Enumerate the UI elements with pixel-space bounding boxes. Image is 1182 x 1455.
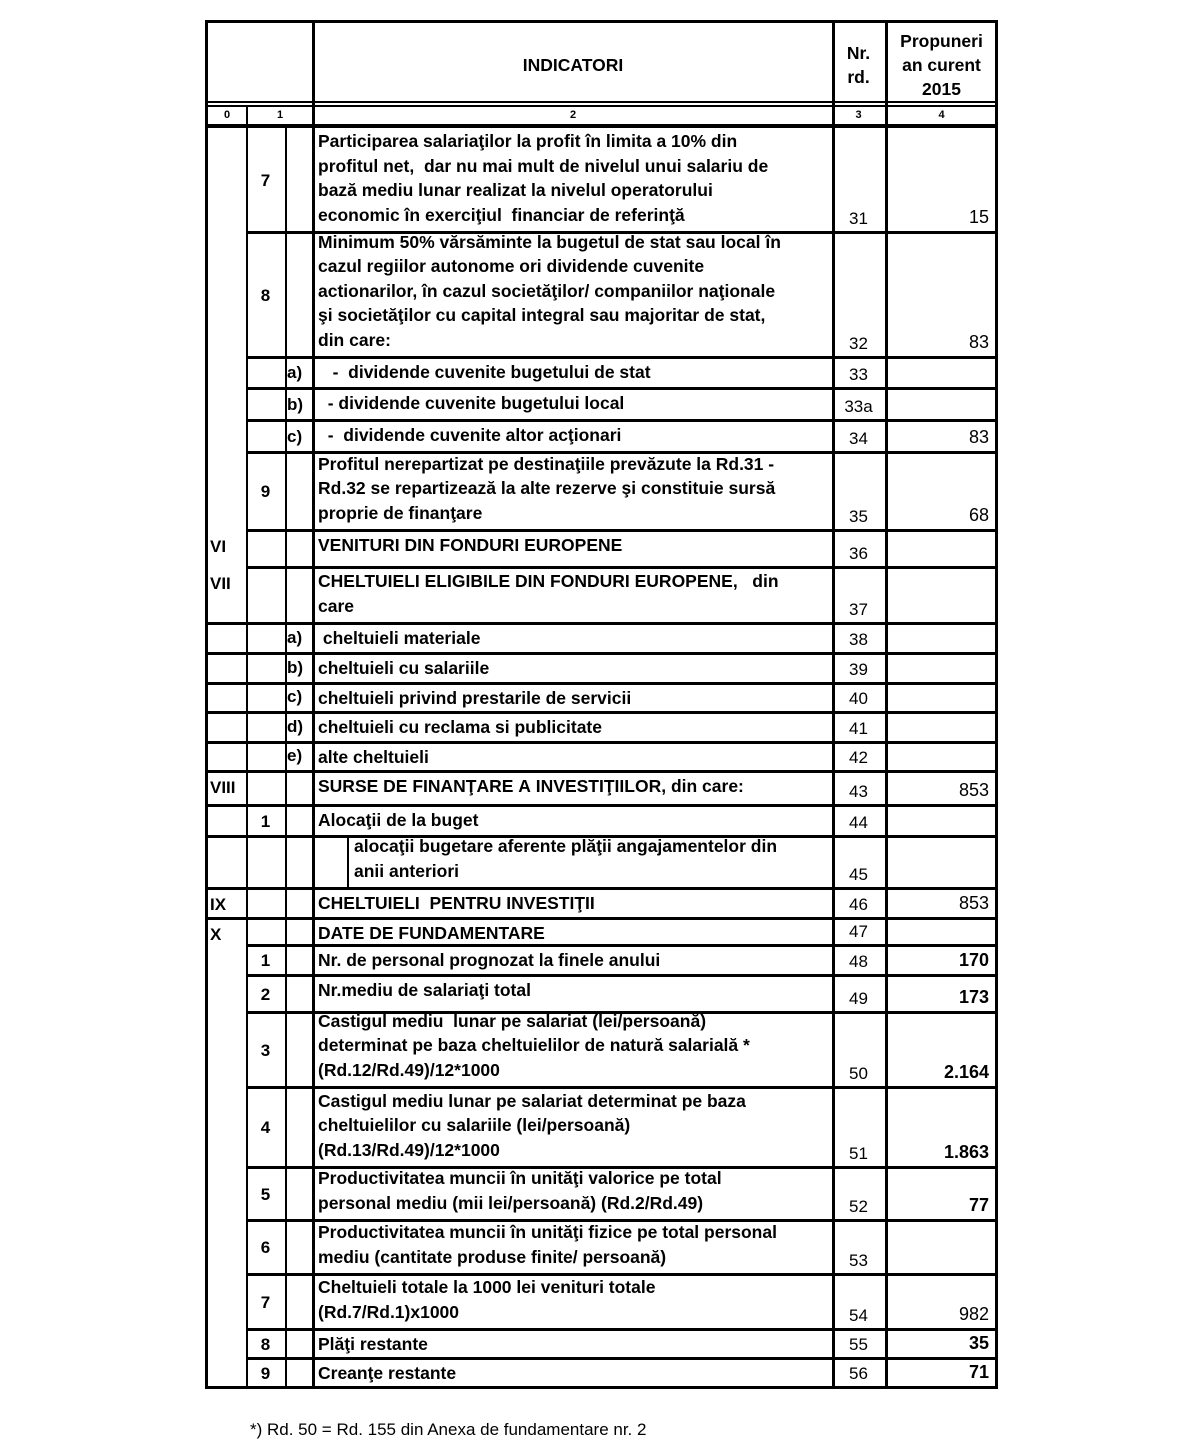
row-nr: 41 bbox=[849, 719, 868, 738]
row-number: 8 bbox=[260, 1334, 271, 1354]
row-nr: 55 bbox=[849, 1335, 868, 1354]
column-rule bbox=[347, 837, 349, 889]
header-rule bbox=[208, 105, 995, 107]
row-number: 1 bbox=[260, 811, 271, 831]
row-roman: VI bbox=[210, 537, 227, 556]
indicator-text: alte cheltuieli bbox=[318, 747, 429, 767]
row-value: 853 bbox=[958, 893, 989, 913]
row-nr: 42 bbox=[849, 748, 868, 767]
header-indicatori: INDICATORI bbox=[522, 55, 624, 75]
column-index-3: 3 bbox=[855, 109, 862, 121]
row-number: 4 bbox=[260, 1118, 271, 1137]
row-nr: 33 bbox=[849, 365, 868, 384]
row-letter: b) bbox=[287, 395, 304, 414]
row-value: 170 bbox=[958, 950, 989, 970]
row-rule bbox=[246, 356, 995, 359]
row-rule bbox=[246, 387, 995, 390]
row-nr: 31 bbox=[849, 209, 868, 228]
row-rule bbox=[208, 741, 995, 744]
row-value: 71 bbox=[968, 1362, 989, 1382]
row-value: 173 bbox=[958, 987, 989, 1007]
indicator-text: CHELTUIELI ELIGIBILE DIN FONDURI EUROPENE, din care bbox=[318, 571, 779, 616]
indicator-text: Creanţe restante bbox=[318, 1363, 457, 1383]
row-roman: VIII bbox=[210, 778, 236, 797]
row-nr: 49 bbox=[849, 989, 868, 1008]
row-number: 7 bbox=[260, 1292, 271, 1312]
row-rule bbox=[208, 711, 995, 714]
row-letter: c) bbox=[287, 687, 303, 706]
row-value: 15 bbox=[968, 207, 989, 227]
row-roman: VII bbox=[210, 574, 231, 593]
row-value: 83 bbox=[968, 332, 989, 352]
row-value: 77 bbox=[968, 1195, 989, 1215]
indicator-text: - dividende cuvenite bugetului local bbox=[318, 393, 625, 413]
row-number: 7 bbox=[260, 170, 271, 190]
row-rule bbox=[208, 804, 995, 807]
indicator-text: SURSE DE FINANŢARE A INVESTIŢIILOR, din care: bbox=[318, 776, 744, 796]
row-rule bbox=[246, 1328, 995, 1331]
row-rule bbox=[246, 1357, 995, 1360]
indicator-text: Productivitatea muncii în unităţi fizice pe total personal mediu (cantitate produse finite/ persoană) bbox=[318, 1222, 777, 1267]
indicator-text: - dividende cuvenite bugetului de stat bbox=[318, 362, 651, 382]
row-nr: 32 bbox=[849, 334, 868, 353]
row-nr: 56 bbox=[849, 1364, 868, 1383]
row-value: 853 bbox=[958, 780, 989, 800]
header-rule bbox=[208, 126, 995, 128]
indicator-text: cheltuieli privind prestarile de servicii bbox=[318, 688, 632, 708]
indicator-text: Productivitatea muncii în unităţi valorice pe total personal mediu (mii lei/persoană) (Rd.2/Rd.49) bbox=[318, 1168, 722, 1213]
row-nr: 39 bbox=[849, 660, 868, 679]
row-value: 1.863 bbox=[943, 1142, 989, 1162]
indicator-text: CHELTUIELI PENTRU INVESTIŢII bbox=[318, 893, 595, 913]
row-letter: d) bbox=[287, 717, 304, 736]
row-rule bbox=[208, 770, 995, 773]
indicator-text: - dividende cuvenite altor acţionari bbox=[318, 425, 622, 445]
row-nr: 44 bbox=[849, 813, 868, 832]
header-rule bbox=[208, 101, 995, 103]
column-index-4: 4 bbox=[938, 109, 945, 121]
indicator-text: cheltuieli cu reclama si publicitate bbox=[318, 717, 602, 737]
row-nr: 52 bbox=[849, 1197, 868, 1216]
indicator-text: alocaţii bugetare aferente plăţii angajamentelor din anii anteriori bbox=[354, 836, 778, 881]
row-nr: 50 bbox=[849, 1064, 868, 1083]
row-rule bbox=[246, 419, 995, 422]
row-nr: 53 bbox=[849, 1251, 868, 1270]
row-nr: 36 bbox=[849, 544, 868, 563]
row-nr: 40 bbox=[849, 689, 868, 708]
row-nr: 46 bbox=[849, 895, 868, 914]
row-rule bbox=[208, 887, 995, 890]
row-rule bbox=[246, 529, 995, 532]
row-value: 35 bbox=[968, 1333, 989, 1353]
indicator-text: Cheltuieli totale la 1000 lei venituri totale (Rd.7/Rd.1)x1000 bbox=[318, 1277, 656, 1322]
indicator-text: Nr. de personal prognozat la finele anului bbox=[318, 950, 661, 970]
row-number: 2 bbox=[260, 984, 271, 1004]
row-number: 8 bbox=[260, 285, 271, 305]
row-letter: c) bbox=[287, 427, 303, 446]
row-nr: 37 bbox=[849, 600, 868, 619]
column-index-2: 2 bbox=[569, 109, 577, 121]
indicator-text: Participarea salariaţilor la profit în limita a 10% din profitul net, dar nu mai mult de nivelul unui salariu de bază mediu lunar realizat la nivelul operatorului economic în exerciţiul financiar de referinţă bbox=[318, 131, 769, 225]
footnote: *) Rd. 50 = Rd. 155 din Anexa de fundamentare nr. 2 bbox=[250, 1420, 647, 1439]
column-index-1: 1 bbox=[276, 109, 284, 121]
row-nr: 43 bbox=[849, 782, 868, 801]
indicator-text: Castigul mediu lunar pe salariat determinat pe baza cheltuielilor cu salariile (lei/persoană) (Rd.13/Rd.49)/12*1000 bbox=[318, 1090, 746, 1160]
row-nr: 48 bbox=[849, 952, 868, 971]
column-rule bbox=[312, 23, 315, 1388]
indicators-table bbox=[205, 20, 998, 1389]
row-rule bbox=[246, 974, 995, 977]
indicator-text: Minimum 50% vărsăminte la bugetul de stat sau local în cazul regiilor autonome ori dividende cuvenite actionarilor, în cazul societăţilor/ companiilor naţionale şi societăţilor cu capital integral sau majoritar de stat, din care: bbox=[318, 231, 781, 350]
indicator-text: Alocaţii de la buget bbox=[318, 810, 479, 830]
row-nr: 34 bbox=[849, 429, 868, 448]
row-rule bbox=[208, 1386, 995, 1389]
row-letter: a) bbox=[287, 628, 303, 647]
row-nr: 45 bbox=[849, 865, 868, 884]
row-letter: b) bbox=[287, 658, 304, 677]
row-nr: 35 bbox=[849, 507, 868, 526]
row-value: 83 bbox=[968, 427, 989, 447]
row-number: 5 bbox=[260, 1184, 271, 1204]
row-letter: e) bbox=[287, 746, 303, 765]
row-roman: IX bbox=[210, 895, 227, 914]
row-rule bbox=[208, 682, 995, 685]
row-number: 1 bbox=[260, 951, 271, 970]
row-nr: 54 bbox=[849, 1306, 868, 1325]
row-value: 68 bbox=[968, 505, 989, 525]
indicator-text: Nr.mediu de salariaţi total bbox=[318, 980, 531, 1000]
row-number: 6 bbox=[260, 1238, 271, 1257]
row-nr: 38 bbox=[849, 630, 868, 649]
column-rule bbox=[885, 23, 888, 1388]
row-rule bbox=[208, 622, 995, 625]
row-value: 982 bbox=[958, 1304, 989, 1324]
row-nr: 47 bbox=[849, 922, 868, 941]
row-number: 9 bbox=[260, 482, 271, 501]
row-roman: X bbox=[210, 925, 222, 944]
indicator-text: Profitul nerepartizat pe destinaţiile prevăzute la Rd.31 - Rd.32 se repartizează la alte rezerve şi constituie sursă proprie de finanţare bbox=[318, 453, 776, 523]
header-nr-rd: Nr. rd. bbox=[846, 43, 871, 87]
row-rule bbox=[208, 917, 995, 920]
indicator-text: cheltuieli materiale bbox=[318, 628, 481, 648]
indicator-text: Plăţi restante bbox=[318, 1334, 428, 1354]
column-index-0: 0 bbox=[223, 109, 231, 121]
row-nr: 33a bbox=[844, 397, 873, 416]
indicator-text: Castigul mediu lunar pe salariat (lei/persoană) determinat pe baza cheltuielilor de natură salarială * (Rd.12/Rd.49)/12*1000 bbox=[318, 1010, 750, 1080]
indicator-text: DATE DE FUNDAMENTARE bbox=[318, 923, 545, 943]
row-nr: 51 bbox=[849, 1144, 868, 1163]
header-propuneri: Propuneri an curent 2015 bbox=[900, 31, 983, 99]
indicator-text: VENITURI DIN FONDURI EUROPENE bbox=[318, 535, 623, 555]
row-value: 2.164 bbox=[943, 1062, 989, 1082]
row-number: 9 bbox=[260, 1363, 271, 1383]
row-number: 3 bbox=[260, 1040, 271, 1060]
row-letter: a) bbox=[287, 363, 303, 382]
row-rule bbox=[208, 652, 995, 655]
indicator-text: cheltuieli cu salariile bbox=[318, 658, 490, 678]
